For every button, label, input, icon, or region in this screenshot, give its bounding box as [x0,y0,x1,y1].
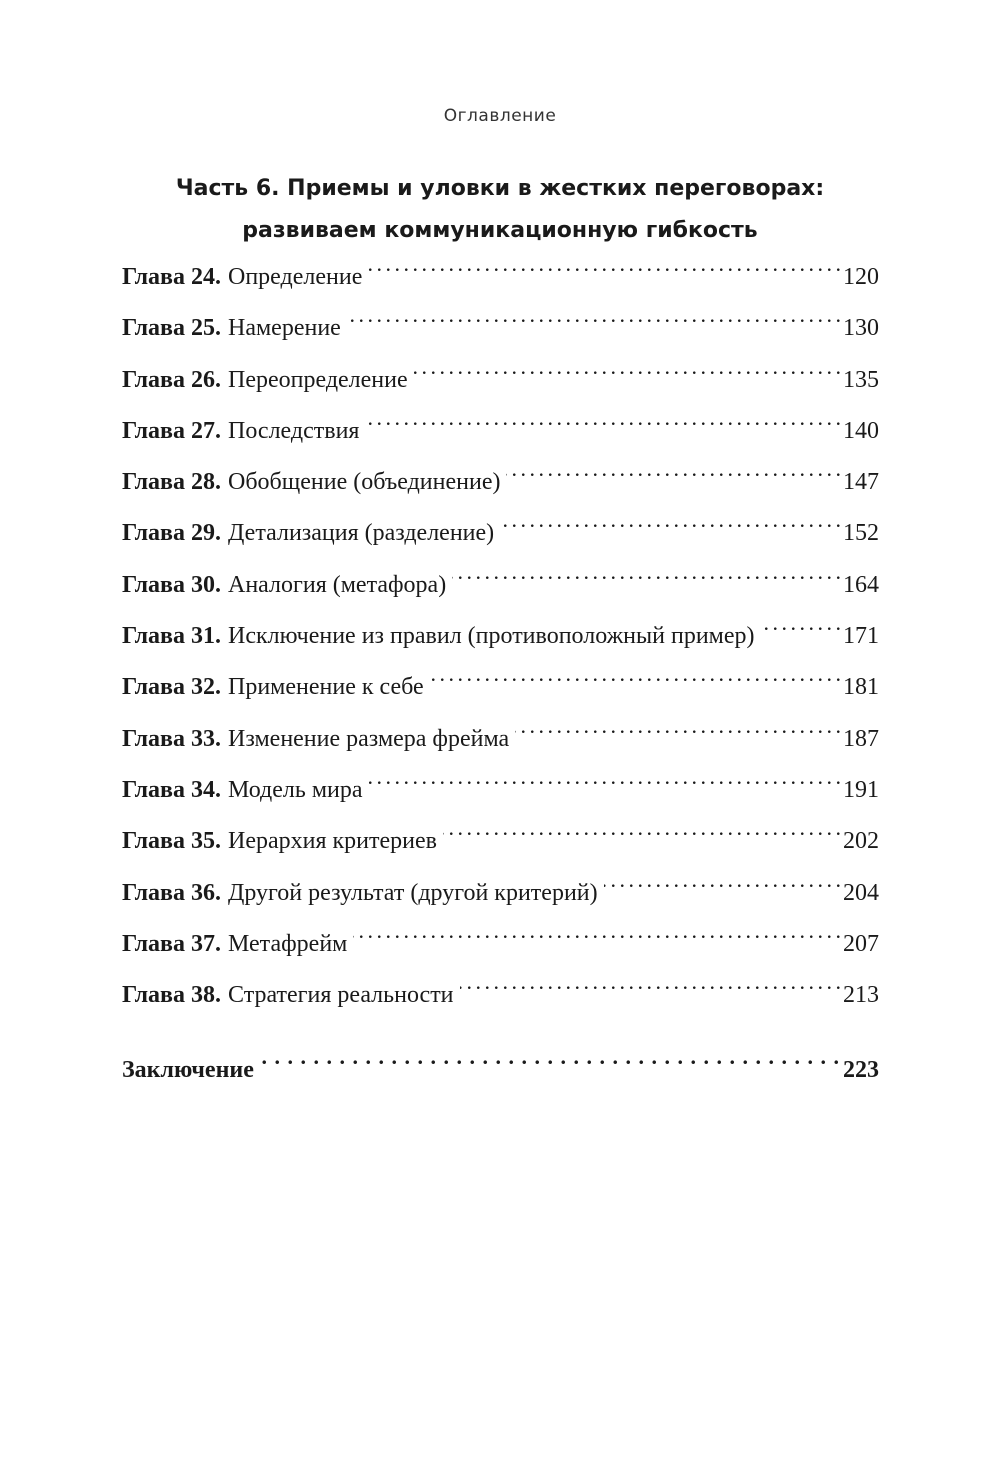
page-number: 187 [843,725,879,752]
dot-leader [452,568,840,592]
chapter-number: Глава 31. [122,623,221,650]
dot-leader [460,978,840,1002]
chapter-title: Метафрейм [228,930,348,957]
toc-entry[interactable] [122,770,879,821]
chapter-title: Изменение размера фрейма [228,725,510,752]
chapter-number: Глава 37. [122,930,221,957]
dot-leader [500,516,840,540]
chapter-title: Иерархия критериев [228,828,437,855]
page-number: 120 [843,264,879,290]
toc-entry[interactable] [122,257,879,308]
part-title-line-2: развиваем коммуникационную гибкость [242,218,758,243]
chapter-number: Глава 33. [122,725,221,752]
toc-entry[interactable] [122,975,879,1026]
conclusion-title: Заключение [122,1057,254,1083]
table-of-contents [122,257,879,1026]
chapter-title: Обобщение (объединение) [228,469,501,496]
chapter-number: Глава 36. [122,879,221,906]
chapter-number: Глава 34. [122,776,221,803]
toc-entry[interactable] [122,411,879,462]
toc-entry[interactable] [122,462,879,513]
dot-leader [414,363,840,387]
page-number: 202 [843,828,879,855]
toc-entry[interactable] [122,565,879,616]
page-number: 147 [843,469,879,496]
chapter-number: Глава 24. [122,264,221,290]
page-number: 130 [843,315,879,342]
dot-leader [761,619,840,643]
page-number: 213 [843,982,879,1009]
toc-entry-conclusion[interactable] [122,1050,879,1090]
toc-entry[interactable] [122,308,879,359]
toc-entry[interactable] [122,667,879,718]
toc-entry[interactable] [122,360,879,411]
chapter-number: Глава 26. [122,366,221,393]
chapter-number: Глава 27. [122,417,221,444]
chapter-number: Глава 29. [122,520,221,547]
chapter-title: Переопределение [228,366,408,393]
chapter-number: Глава 32. [122,674,221,701]
dot-leader [368,260,840,284]
dot-leader [353,927,840,951]
dot-leader [604,876,840,900]
page-number: 164 [843,571,879,598]
toc-entry[interactable] [122,924,879,975]
chapter-title: Определение [228,264,363,290]
dot-leader [430,670,840,694]
chapter-number: Глава 38. [122,982,221,1009]
toc-entry[interactable] [122,616,879,667]
dot-leader [347,311,840,335]
page-number: 204 [843,879,879,906]
chapter-title: Применение к себе [228,674,424,701]
page-number: 191 [843,776,879,803]
chapter-number: Глава 28. [122,469,221,496]
toc-entry[interactable] [122,719,879,770]
chapter-number: Глава 30. [122,571,221,598]
running-head: Оглавление [443,106,557,126]
chapter-title: Аналогия (метафора) [228,571,447,598]
chapter-title: Другой результат (другой критерий) [228,879,598,906]
page-number: 223 [843,1057,879,1083]
chapter-title: Модель мира [228,776,363,803]
toc-entry[interactable] [122,873,879,924]
chapter-title: Стратегия реальности [228,982,454,1009]
toc-entry[interactable] [122,513,879,564]
dot-leader [369,773,840,797]
page-number: 140 [843,417,879,444]
page-number: 152 [843,520,879,547]
chapter-title: Исключение из правил (противоположный пример) [228,623,755,650]
chapter-number: Глава 35. [122,828,221,855]
chapter-title: Детализация (разделение) [228,520,495,547]
dot-leader [443,824,840,848]
chapter-title: Последствия [228,417,360,444]
page-number: 135 [843,366,879,393]
dot-leader [506,465,840,489]
chapter-title: Намерение [228,315,341,342]
dot-leader [260,1053,840,1077]
page-number: 207 [843,930,879,957]
page-number: 171 [843,623,879,650]
dot-leader [365,414,840,438]
toc-entry[interactable] [122,821,879,872]
dot-leader [515,722,840,746]
part-title [0,168,1000,252]
page-number: 181 [843,674,879,701]
chapter-number: Глава 25. [122,315,221,342]
part-title-line-1: Часть 6. Приемы и уловки в жестких переговорах: [175,176,825,201]
